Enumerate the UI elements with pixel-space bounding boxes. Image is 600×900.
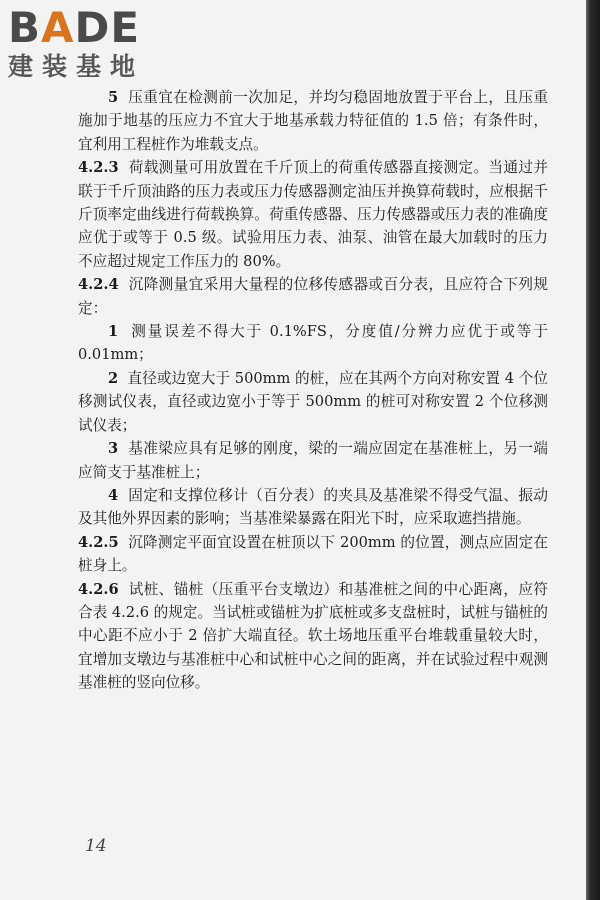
document-body: [78, 86, 548, 695]
clause-4-2-4: 4.2.4 沉降测量宜采用大量程的位移传感器或百分表，且应符合下列规定：: [78, 276, 548, 317]
clause-4-2-6: 4.2.6 试桩、锚桩（压重平台支墩边）和基准桩之间的中心距离，应符合表 4.2.6 的规定。当试桩或锚桩为扩底桩或多支盘桩时，试桩与锚桩的中心距不应小于 2 倍扩大端直径。软土场地压重平台堆载重量较大时，宜增加支墩边与基准桩中心和试桩中心之间的距离，并在试验过程中观测基准桩的竖向位移。: [78, 580, 548, 692]
list-item-4: 4 固定和支撑位移计（百分表）的夹具及基准梁不得受气温、振动及其他外界因素的影响；当基准梁暴露在阳光下时，应采取遮挡措施。: [78, 486, 548, 528]
list-item-2: 2 直径或边宽大于 500mm 的桩，应在其两个方向对称安置 4 个位移测试仪表，直径或边宽小于等于 500mm 的桩可对称安置 2 个位移测试仪表；: [78, 369, 548, 434]
list-item-5: 5 压重宜在检测前一次加足，并均匀稳固地放置于平台上，且压重施加于地基的压应力不宜大于地基承载力特征值的 1.5 倍；有条件时，宜利用工程桩作为堆载支点。: [78, 89, 548, 153]
page-number: 14: [85, 836, 107, 856]
clause-4-2-3: 4.2.3 荷载测量可用放置在千斤顶上的荷重传感器直接测定。当通过并联于千斤顶油路的压力表或压力传感器测定油压并换算荷载时，应根据千斤顶率定曲线进行荷载换算。荷重传感器、压力传感器或压力表的准确度应优于或等于 0.5 级。试验用压力表、油泵、油管在最大加载时的压力不应超过规定工作压力的 80%。: [78, 159, 548, 270]
logo: [8, 3, 178, 82]
list-item-1: 1 测量误差不得大于 0.1%FS，分度值/分辨力应优于或等于 0.01mm；: [78, 323, 549, 364]
logo-subtitle: 建装基地: [8, 52, 145, 81]
page-edge-shadow: [586, 0, 600, 900]
clause-4-2-5: 4.2.5 沉降测定平面宜设置在桩顶以下 200mm 的位置，测点应固定在桩身上。: [78, 533, 549, 575]
list-item-3: 3 基准梁应具有足够的刚度，梁的一端应固定在基准桩上，另一端应简支于基准桩上；: [78, 440, 548, 481]
logo-wordmark: BADE: [8, 3, 141, 52]
